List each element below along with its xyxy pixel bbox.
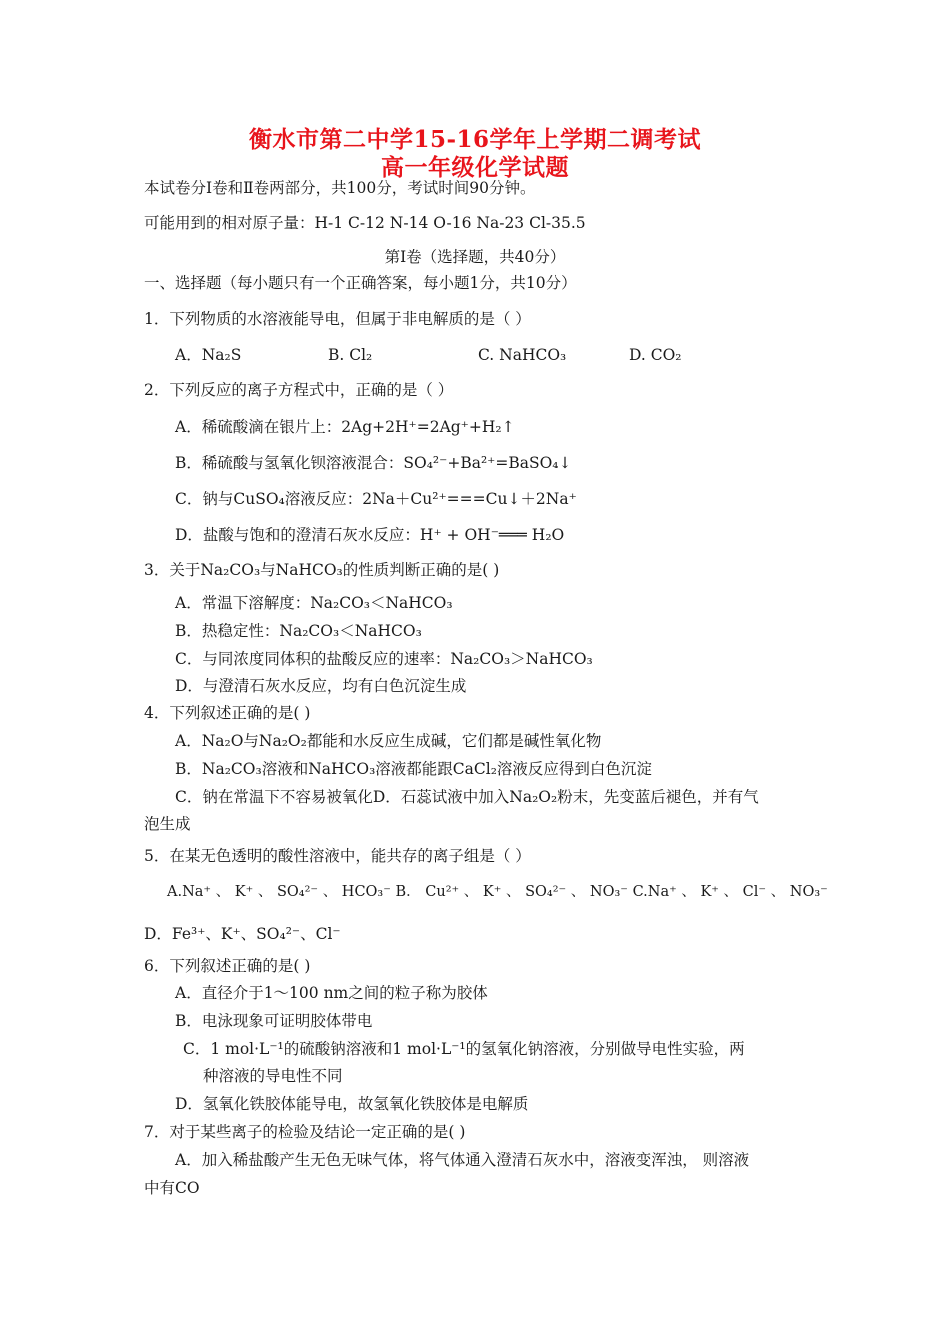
question-2-option-b: B．稀硫酸与氢氧化钡溶液混合：SO₄²⁻+Ba²⁺=BaSO₄↓ [175, 454, 572, 472]
question-5-options-abc: A.Na⁺ 、 K⁺ 、 SO₄²⁻ 、 HCO₃⁻ B． Cu²⁺ 、 K⁺ 、 SO₄²⁻ 、 NO₃⁻ C.Na⁺ 、 K⁺ 、 Cl⁻ 、 NO₃⁻ [167, 884, 828, 900]
question-6-stem: 6．下列叙述正确的是( ) [144, 957, 311, 975]
question-7-option-a-cont: 中有CO [144, 1179, 200, 1197]
atomic-mass-line: 可能用到的相对原子量：H-1 C-12 N-14 O-16 Na-23 Cl-35.5 [144, 214, 586, 232]
question-3-option-a: A．常温下溶解度：Na₂CO₃＜NaHCO₃ [175, 594, 453, 612]
question-3-option-d: D．与澄清石灰水反应，均有白色沉淀生成 [175, 677, 467, 695]
question-6-option-d: D．氢氧化铁胶体能导电，故氢氧化铁胶体是电解质 [175, 1095, 529, 1113]
question-3-option-b: B．热稳定性：Na₂CO₃＜NaHCO₃ [175, 622, 422, 640]
question-5-stem: 5．在某无色透明的酸性溶液中，能共存的离子组是（ ） [144, 847, 531, 865]
question-1-option-a: A．Na₂S [175, 346, 242, 364]
question-4-stem: 4．下列叙述正确的是( ) [144, 704, 311, 722]
question-2-stem: 2．下列反应的离子方程式中，正确的是（ ） [144, 381, 454, 399]
question-4-option-a: A．Na₂O与Na₂O₂都能和水反应生成碱，它们都是碱性氧化物 [175, 732, 602, 750]
question-6-option-c-cont: 种溶液的导电性不同 [203, 1067, 343, 1085]
question-6-option-b: B．电泳现象可证明胶体带电 [175, 1012, 373, 1030]
exam-subtitle: 高一年级化学试题 [381, 154, 569, 181]
section-title: 第Ⅰ卷（选择题，共40分） [384, 248, 566, 266]
question-3-option-c: C．与同浓度同体积的盐酸反应的速率：Na₂CO₃＞NaHCO₃ [175, 650, 593, 668]
question-4-option-b: B．Na₂CO₃溶液和NaHCO₃溶液都能跟CaCl₂溶液反应得到白色沉淀 [175, 760, 652, 778]
question-2-option-a: A．稀硫酸滴在银片上：2Ag+2H⁺=2Ag⁺+H₂↑ [175, 418, 515, 436]
question-7-stem: 7．对于某些离子的检验及结论一定正确的是( ) [144, 1123, 466, 1141]
question-1-option-c: C. NaHCO₃ [478, 346, 567, 364]
question-3-stem: 3．关于Na₂CO₃与NaHCO₃的性质判断正确的是( ) [144, 561, 500, 579]
exam-title: 衡水市第二中学15-16学年上学期二调考试 [248, 126, 702, 153]
intro-line: 本试卷分Ⅰ卷和Ⅱ卷两部分，共100分，考试时间90分钟。 [144, 179, 536, 197]
question-4-option-cd-cont: 泡生成 [144, 815, 191, 833]
question-1-option-b: B. Cl₂ [328, 346, 373, 364]
question-6-option-a: A．直径介于1～100 nm之间的粒子称为胶体 [175, 984, 488, 1002]
question-1-stem: 1．下列物质的水溶液能导电，但属于非电解质的是（ ） [144, 310, 531, 328]
question-5-option-d: D．Fe³⁺、K⁺、SO₄²⁻、Cl⁻ [144, 925, 341, 943]
question-2-option-d: D．盐酸与饱和的澄清石灰水反应：H⁺ + OH⁻═══ H₂O [175, 526, 565, 544]
part-heading: 一、选择题（每小题只有一个正确答案，每小题1分，共10分） [144, 274, 577, 292]
question-2-option-c: C．钠与CuSO₄溶液反应：2Na＋Cu²⁺===Cu↓＋2Na⁺ [175, 490, 577, 508]
question-4-option-cd: C．钠在常温下不容易被氧化D．石蕊试液中加入Na₂O₂粉末，先变蓝后褪色，并有气 [175, 788, 759, 806]
question-6-option-c: C．1 mol·L⁻¹的硫酸钠溶液和1 mol·L⁻¹的氢氧化钠溶液，分别做导电性实验，两 [183, 1040, 745, 1058]
question-7-option-a: A．加入稀盐酸产生无色无味气体，将气体通入澄清石灰水中，溶液变浑浊， 则溶液 [175, 1151, 750, 1169]
question-1-option-d: D. CO₂ [629, 346, 682, 364]
